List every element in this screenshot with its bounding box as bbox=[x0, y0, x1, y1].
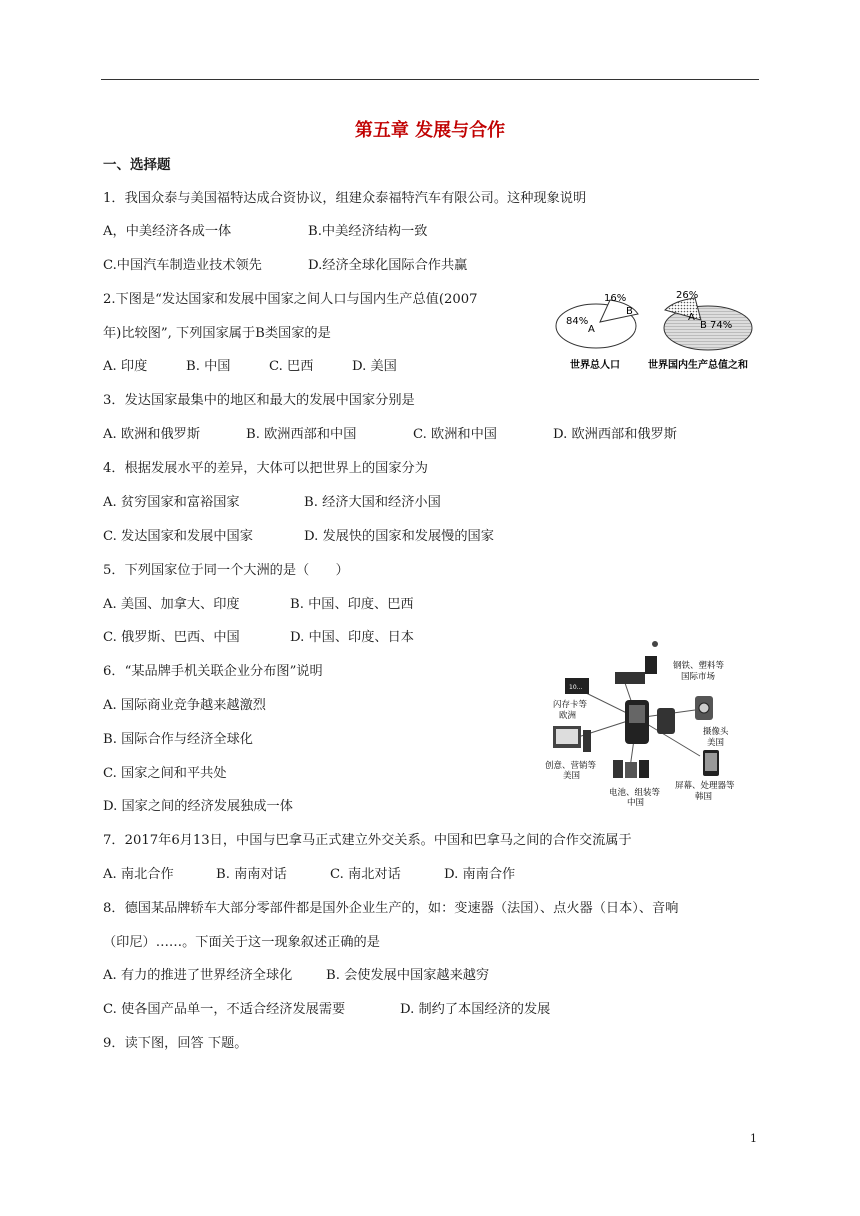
q8-option-a: A. 有力的推进了世界经济全球化 bbox=[103, 968, 293, 983]
q3-option-c: C. 欧洲和中国 bbox=[413, 427, 497, 442]
screen-label-2: 韩国 bbox=[695, 792, 713, 802]
steel-label: 钢铁、塑料等 bbox=[673, 661, 725, 671]
pie1-b-label: B bbox=[626, 306, 633, 317]
steel-label-2: 国际市场 bbox=[681, 672, 716, 682]
q3-stem: 3．发达国家最集中的地区和最大的发展中国家分别是 bbox=[103, 393, 415, 408]
camera-label: 摄像头 bbox=[703, 727, 729, 737]
q2-stem-line1: 2.下图是“发达国家和发展中国家之间人口与国内生产总值(2007 bbox=[103, 292, 478, 307]
section-heading: 一、选择题 bbox=[103, 157, 171, 173]
q8-option-c: C. 使各国产品单一，不适合经济发展需要 bbox=[103, 1002, 346, 1017]
pie2-a-pct: 26% bbox=[676, 290, 699, 301]
q1-option-c: C.中国汽车制造业技术领先 bbox=[103, 258, 262, 273]
q2-option-a: A. 印度 bbox=[103, 359, 148, 374]
flash-label: 闪存卡等 bbox=[553, 700, 588, 710]
q7-option-a: A. 南北合作 bbox=[103, 867, 174, 882]
page-title: 第五章 发展与合作 bbox=[354, 120, 506, 141]
q4-option-d: D. 发展快的国家和发展慢的国家 bbox=[304, 529, 494, 544]
q6-option-b: B. 国际合作与经济全球化 bbox=[103, 732, 253, 747]
q4-options-row2 bbox=[103, 528, 494, 546]
q2-stem-line2: 年)比较图”, 下列国家属于B类国家的是 bbox=[103, 326, 331, 341]
q2-options bbox=[103, 358, 397, 376]
q2-option-c: C. 巴西 bbox=[269, 359, 314, 374]
pie2-caption: 世界国内生产总值之和 bbox=[648, 360, 748, 371]
q6-option-a: A. 国际商业竞争越来越激烈 bbox=[103, 698, 266, 713]
pie1-caption: 世界总人口 bbox=[570, 360, 620, 371]
pie-gdp bbox=[648, 290, 752, 371]
page-number: 1 bbox=[750, 1132, 757, 1145]
pie1-b-pct: 16% bbox=[604, 293, 627, 304]
q1-option-d: D.经济全球化国际合作共赢 bbox=[308, 258, 468, 273]
phone-icon-secondary bbox=[657, 708, 675, 734]
q3-option-d: D. 欧洲西部和俄罗斯 bbox=[553, 427, 677, 442]
q4-option-c: C. 发达国家和发展中国家 bbox=[103, 529, 253, 544]
q1-options-row1 bbox=[103, 223, 427, 241]
q6-option-c: C. 国家之间和平共处 bbox=[103, 766, 227, 781]
q8-options-row1 bbox=[103, 967, 489, 985]
q5-option-c: C. 俄罗斯、巴西、中国 bbox=[103, 630, 240, 645]
q2-option-d: D. 美国 bbox=[352, 359, 397, 374]
q7-stem: 7．2017年6月13日，中国与巴拿马正式建立外交关系。中国和巴拿马之间的合作交流属于 bbox=[103, 833, 632, 848]
design-label: 创意、营销等 bbox=[545, 761, 597, 771]
pie2-b-label: B bbox=[700, 320, 707, 331]
pie2-b-pct: 74% bbox=[710, 320, 733, 331]
camera-label-2: 美国 bbox=[707, 738, 725, 748]
q3-option-b: B. 欧洲西部和中国 bbox=[246, 427, 357, 442]
q6-option-d: D. 国家之间的经济发展独成一体 bbox=[103, 799, 293, 814]
battery-icon bbox=[613, 760, 623, 778]
q6-stem: 6．“某品牌手机关联企业分布图”说明 bbox=[103, 664, 323, 679]
card-label: 10... bbox=[569, 684, 583, 691]
q8-option-d: D. 制约了本国经济的发展 bbox=[400, 1002, 551, 1017]
q7-option-d: D. 南南合作 bbox=[444, 867, 516, 882]
q2-pie-figure bbox=[548, 284, 758, 374]
q7-options bbox=[103, 866, 515, 884]
q5-option-b: B. 中国、印度、巴西 bbox=[290, 597, 414, 612]
battery-label: 电池、组装等 bbox=[609, 788, 661, 798]
battery-label-2: 中国 bbox=[627, 798, 645, 808]
screen-label: 屏幕、处理器等 bbox=[675, 781, 735, 791]
q8-stem-line2: （印尼）……。下面关于这一现象叙述正确的是 bbox=[103, 935, 380, 950]
q5-options-row2 bbox=[103, 629, 414, 647]
q2-option-b: B. 中国 bbox=[186, 359, 231, 374]
q8-option-b: B. 会使发展中国家越来越穷 bbox=[326, 968, 490, 983]
steel-block-icon bbox=[615, 672, 645, 684]
q7-option-b: B. 南南对话 bbox=[216, 867, 287, 882]
q8-stem-line1: 8．德国某品牌轿车大部分零部件都是国外企业生产的，如：变速器（法国）、点火器（日本）、音响 bbox=[103, 901, 679, 916]
q4-option-a: A. 贫穷国家和富裕国家 bbox=[103, 495, 240, 510]
q1-options-row2 bbox=[103, 257, 467, 275]
q1-option-b: B.中美经济结构一致 bbox=[308, 224, 428, 239]
q3-option-a: A. 欧洲和俄罗斯 bbox=[103, 427, 201, 442]
header-rule bbox=[101, 79, 759, 80]
q8-options-row2 bbox=[103, 1001, 550, 1019]
q5-option-d: D. 中国、印度、日本 bbox=[290, 630, 414, 645]
pie1-a-pct: 84% bbox=[566, 316, 589, 327]
q1-stem: 1．我国众泰与美国福特达成合资协议，组建众泰福特汽车有限公司。这种现象说明 bbox=[103, 191, 587, 206]
q1-option-a: A，中美经济各成一体 bbox=[103, 224, 232, 239]
q6-phone-figure bbox=[545, 638, 760, 808]
q9-stem: 9．读下图，回答 下题。 bbox=[103, 1036, 248, 1051]
q5-stem: 5．下列国家位于同一个大洲的是（ ） bbox=[103, 563, 349, 578]
pie2-a-label: A bbox=[688, 312, 695, 323]
flash-label-2: 欧洲 bbox=[559, 711, 577, 721]
q7-option-c: C. 南北对话 bbox=[330, 867, 401, 882]
q5-options-row1 bbox=[103, 596, 414, 614]
pie-population bbox=[556, 293, 638, 371]
pie1-a-label: A bbox=[588, 324, 595, 335]
q4-options-row1 bbox=[103, 494, 441, 512]
q4-stem: 4．根据发展水平的差异，大体可以把世界上的国家分为 bbox=[103, 461, 428, 476]
q5-option-a: A. 美国、加拿大、印度 bbox=[103, 597, 240, 612]
q4-option-b: B. 经济大国和经济小国 bbox=[304, 495, 441, 510]
q3-options bbox=[103, 426, 677, 444]
design-label-2: 美国 bbox=[563, 771, 581, 781]
